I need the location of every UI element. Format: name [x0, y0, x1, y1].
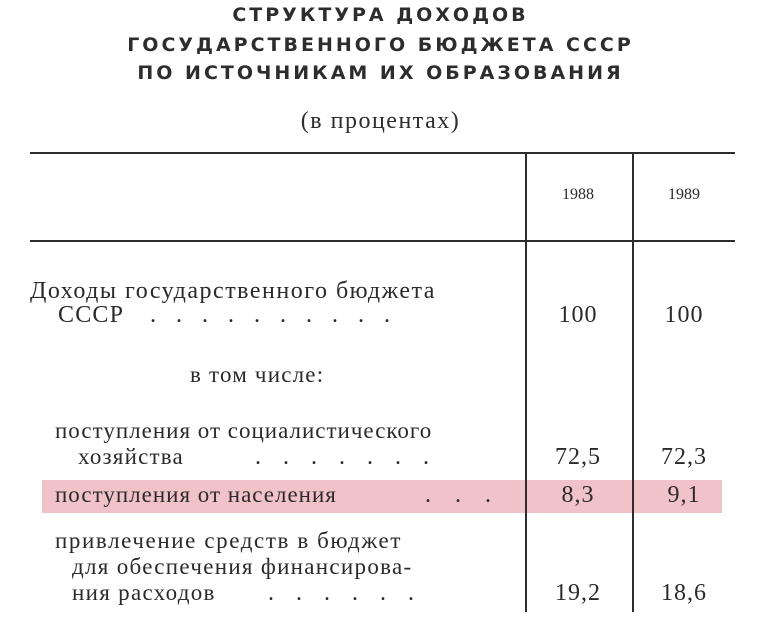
- row-label-line: для обеспечения финансирова-: [72, 554, 413, 579]
- value-1988: 19,2: [555, 580, 601, 606]
- dot-leader: . . . . . . . . . .: [150, 302, 397, 328]
- value-1989: 18,6: [661, 580, 707, 606]
- value-1989: 9,1: [667, 482, 701, 508]
- title-line-1: СТРУКТУРА ДОХОДОВ: [232, 4, 529, 26]
- row-label-line: хозяйства: [78, 444, 184, 469]
- title-line-3: ПО ИСТОЧНИКАМ ИХ ОБРАЗОВАНИЯ: [137, 62, 624, 84]
- dot-leader: . . . . . .: [268, 580, 422, 606]
- row-label-line: ния расходов: [72, 580, 216, 605]
- dot-leader: . . . . . . .: [255, 444, 437, 470]
- row-label-line: поступления от населения: [55, 482, 337, 507]
- value-1989: 100: [664, 302, 704, 328]
- column-divider-2: [632, 154, 634, 612]
- column-header-1988: 1988: [562, 186, 594, 203]
- value-1988: 8,3: [561, 482, 595, 508]
- value-1989: 72,3: [661, 444, 707, 470]
- header-bottom-rule: [30, 240, 735, 242]
- title-line-2: ГОСУДАРСТВЕННОГО БЮДЖЕТА СССР: [127, 34, 634, 56]
- value-1988: 72,5: [555, 444, 601, 470]
- row-label-line: поступления от социалистического: [55, 418, 433, 443]
- row-label-line: Доходы государственного бюджета: [30, 278, 436, 304]
- dot-leader: . . .: [425, 482, 500, 508]
- units-subtitle: (в процентах): [300, 108, 461, 134]
- including-label: в том числе:: [190, 362, 325, 387]
- column-divider-1: [525, 154, 527, 612]
- value-1988: 100: [558, 302, 598, 328]
- row-label-line: привлечение средств в бюджет: [55, 528, 403, 553]
- row-label-line: СССР: [58, 302, 125, 328]
- column-header-1989: 1989: [668, 186, 700, 203]
- table-top-rule: [30, 152, 735, 154]
